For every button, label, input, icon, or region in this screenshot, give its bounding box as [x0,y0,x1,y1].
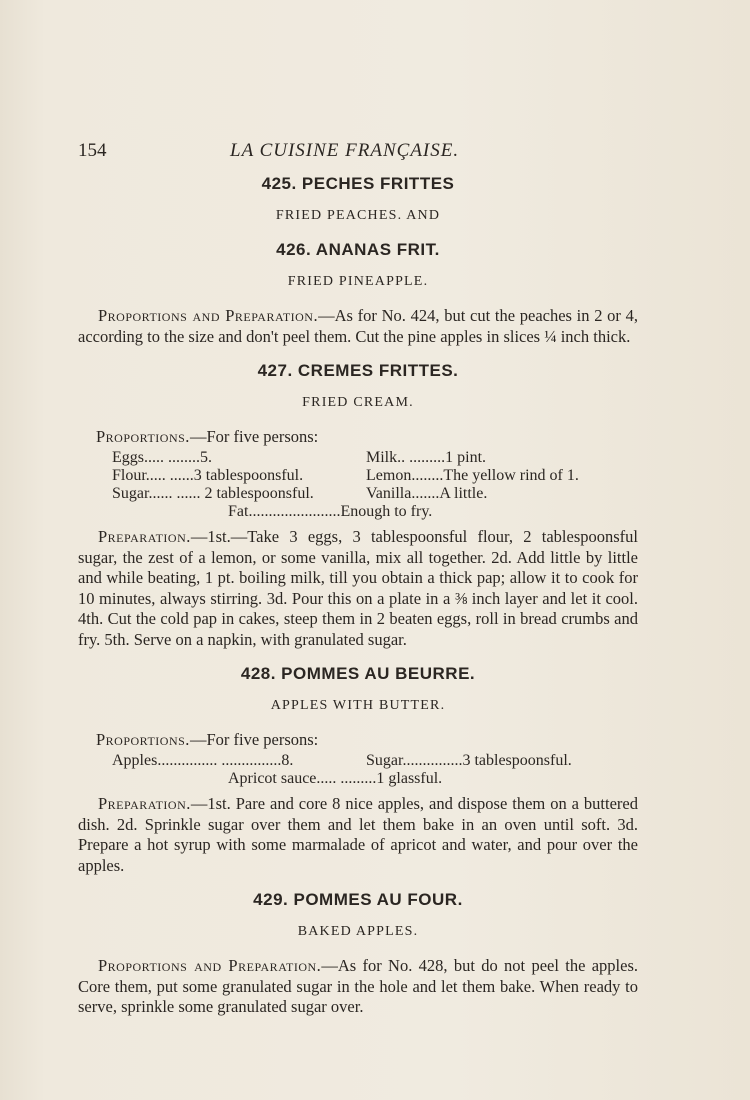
ingredient-item: Eggs..... ........5. [112,449,212,466]
body-text: —1st.—Take 3 eggs, 3 tablespoonsful flour, 2 tablespoonsful sugar, the zest of a lemon, or some vanilla, mix all together. 2d. Add little by little and while beating, 1 pt. boiling milk, till you obtain a thick pap; allow it to cook for 10 minutes, always stirring. 3d. Pour this on a plate in a ⅜ inch layer and let it cool. 4th. Cut the cold pap in cakes, steep them in 2 beaten eggs, roll in bread crumbs and fry. 5th. Serve on a napkin, with granulated sugar. [78,527,638,649]
recipe-title-429: 429. POMMES AU FOUR. [253,890,463,909]
ingredient-row [78,467,638,485]
recipe-subtitle-425: FRIED PEACHES. AND [275,208,441,223]
recipe-title-428: 428. POMMES AU BEURRE. [240,664,476,683]
ingredient-row [78,449,638,467]
ingredient-item: Flour..... ......3 tablespoonsful. [112,467,304,484]
proportions-intro: —For five persons: [189,730,319,749]
recipe-body-427 [78,527,638,650]
page-header [78,140,638,168]
ingredients-428 [78,752,638,788]
proportions-label: Proportions. [96,427,190,446]
ingredients-427 [78,449,638,521]
ingredient-item: Lemon........The yellow rind of 1. [366,467,579,484]
ingredient-item: Apples............... ...............8. [112,752,294,769]
page-number: 154 [78,140,107,161]
recipe-title-427: 427. CREMES FRITTES. [257,361,459,380]
ingredient-item: Vanilla.......A little. [366,485,488,502]
proportions-label: Proportions. [96,730,190,749]
ingredient-item: Apricot sauce..... .........1 glassful. [228,770,443,787]
body-text: —1st. Pare and core 8 nice apples, and dispose them on a buttered dish. 2d. Sprinkle sugar over them and let them bake in an oven until soft. 3d. Prepare a hot syrup with some marmalade of apricot and water, and pour over the apples. [78,794,638,875]
recipe-subtitle-426: FRIED PINEAPPLE. [287,274,429,289]
recipe-body-429 [78,956,638,1018]
ingredient-item: Sugar...............3 tablespoonsful. [366,752,572,769]
body-label: Proportions and Preparation. [98,306,319,325]
ingredient-row [78,770,638,788]
body-text: —As for No. 428, but do not peel the apples. Core them, put some granulated sugar in the hole and let them bake. When ready to serve, sprinkle some granulated sugar over. [78,956,639,1016]
ingredient-row [78,485,638,503]
recipe-title-426: 426. ANANAS FRIT. [276,240,440,259]
recipe-subtitle-428: APPLES WITH BUTTER. [270,698,446,713]
ingredient-item: Milk.. .........1 pint. [366,449,487,466]
ingredient-item: Fat.......................Enough to fry. [228,503,433,520]
body-label: Proportions and Preparation. [98,956,322,975]
recipe-title-425: 425. PECHES FRITTES [261,174,455,193]
ingredient-row [78,503,638,521]
recipe-subtitle-429: BAKED APPLES. [297,924,419,939]
ingredient-row [78,752,638,770]
proportions-intro: —For five persons: [189,427,319,446]
body-label: Preparation. [98,527,191,546]
recipe-body-426 [78,306,638,347]
proportions-428 [96,730,638,750]
recipe-body-428 [78,794,638,876]
recipe-subtitle-427: FRIED CREAM. [302,395,414,410]
page-content [78,140,638,1032]
ingredient-item: Sugar...... ...... 2 tablespoonsful. [112,485,314,502]
body-text: —As for No. 424, but cut the peaches in 2 or 4, according to the size and don't peel them. Cut the pine apples in slices ¼ inch thick. [78,306,639,346]
running-title: LA CUISINE FRANÇAISE. [230,140,460,161]
proportions-427 [96,427,638,447]
body-label: Preparation. [98,794,191,813]
